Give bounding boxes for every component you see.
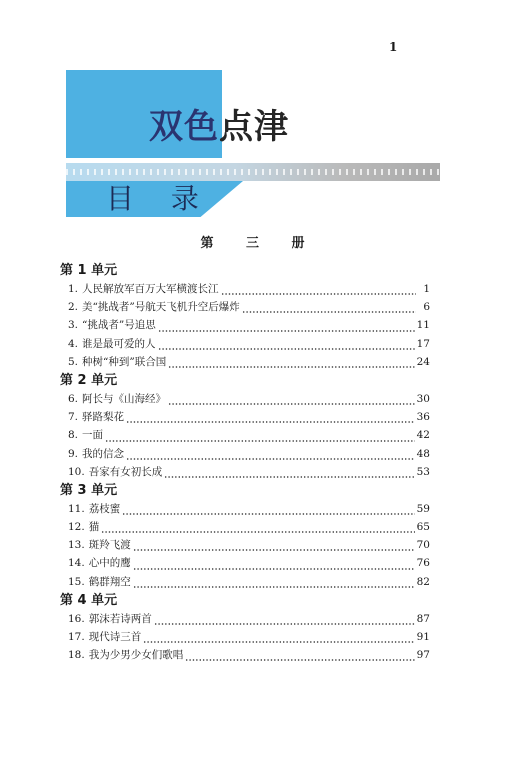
lesson-page-number: 53: [416, 465, 430, 478]
toc-entry: [60, 628, 430, 646]
dot-leader: [185, 659, 414, 664]
lesson-page-number: 70: [416, 539, 430, 552]
lesson-number: 8.: [68, 429, 79, 442]
lesson-title: 种树“种到”联合国: [82, 355, 167, 368]
lesson-number: 1.: [68, 283, 79, 295]
lesson-title: 鹤群翔空: [88, 575, 131, 588]
lesson-page-number: 36: [416, 411, 430, 424]
lesson-title: 我的信念: [82, 447, 125, 460]
lesson-title: 阿长与《山海经》: [82, 392, 167, 405]
dot-leader: [101, 531, 414, 536]
toc-entry: [60, 554, 430, 572]
toc-entry: [60, 426, 430, 444]
lesson-number: 7.: [68, 411, 79, 424]
lesson-number: 10.: [68, 465, 85, 478]
toc-entry: [60, 536, 430, 554]
lesson-number: 6.: [68, 392, 79, 405]
dot-leader: [133, 568, 415, 573]
dot-leader: [126, 458, 415, 463]
toc-entry: [60, 646, 430, 664]
toc-entry: [60, 408, 430, 426]
lesson-page-number: 97: [416, 649, 430, 662]
table-of-contents: [60, 261, 430, 664]
lesson-page-number: 24: [416, 355, 430, 368]
dot-leader: [168, 403, 415, 408]
lesson-number: 2.: [68, 301, 79, 314]
toc-entry: [60, 518, 430, 536]
toc-entry: [60, 390, 430, 408]
page-number: 1: [389, 40, 398, 54]
lesson-number: 12.: [68, 521, 85, 534]
lesson-title: 人民解放军百万大军横渡长江: [82, 283, 219, 295]
toc-entry: [60, 335, 430, 353]
unit-heading: 第 2 单元: [60, 372, 118, 388]
lesson-title: 猫: [88, 521, 100, 534]
lesson-number: 4.: [68, 337, 79, 350]
unit-heading: 第 4 单元: [60, 592, 118, 608]
lesson-number: 18.: [68, 649, 85, 662]
unit-heading: 第 1 单元: [60, 263, 118, 278]
toc-entry: [60, 280, 430, 298]
lesson-page-number: 87: [416, 612, 430, 625]
dot-leader: [105, 440, 415, 445]
lesson-page-number: 17: [416, 337, 430, 350]
dot-leader: [126, 421, 415, 426]
dot-leader: [133, 586, 415, 591]
toc-entry: [60, 573, 430, 591]
lesson-title: “挑战者”号追思: [82, 319, 156, 332]
volume-heading: 第 三 册: [200, 236, 319, 251]
dot-leader: [143, 641, 414, 646]
lesson-page-number: 59: [416, 502, 430, 515]
lesson-number: 11.: [68, 502, 85, 515]
book-title-part1: 双色: [149, 107, 219, 147]
book-title: [149, 107, 289, 147]
lesson-page-number: 82: [416, 575, 430, 588]
dot-leader: [168, 366, 414, 371]
lesson-page-number: 76: [416, 557, 430, 570]
band-texture: [66, 169, 440, 175]
lesson-number: 3.: [68, 319, 79, 332]
lesson-page-number: 91: [416, 631, 430, 643]
lesson-page-number: 6: [423, 301, 430, 314]
lesson-title: 我为少男少女们歌唱: [88, 649, 184, 662]
lesson-title: 郭沫若诗两首: [88, 612, 152, 625]
lesson-title: 吾家有女初长成: [88, 465, 163, 478]
lesson-page-number: 48: [416, 447, 430, 460]
lesson-title: 现代诗三首: [88, 631, 142, 643]
unit-heading: 第 3 单元: [60, 482, 118, 498]
dot-leader: [122, 513, 414, 518]
dot-leader: [158, 348, 415, 353]
lesson-page-number: 1: [423, 283, 430, 295]
lesson-number: 14.: [68, 557, 85, 570]
dot-leader: [133, 549, 415, 554]
lesson-page-number: 11: [416, 319, 430, 332]
lesson-number: 15.: [68, 575, 85, 588]
lesson-title: 心中的鹰: [88, 557, 131, 570]
toc-entry: [60, 610, 430, 628]
toc-entry: [60, 463, 430, 481]
dot-leader: [158, 330, 415, 335]
lesson-page-number: 30: [416, 392, 430, 405]
toc-entry: [60, 500, 430, 518]
lesson-number: 5.: [68, 355, 79, 368]
lesson-title: 美“挑战者”号航天飞机升空后爆炸: [82, 301, 240, 314]
toc-entry: [60, 298, 430, 316]
lesson-title: 斑羚飞渡: [88, 539, 131, 552]
lesson-title: 谁是最可爱的人: [82, 337, 156, 350]
toc-entry: [60, 353, 430, 371]
lesson-title: 驿路梨花: [82, 411, 125, 424]
lesson-number: 17.: [68, 631, 85, 643]
toc-entry: [60, 445, 430, 463]
dot-leader: [164, 476, 414, 481]
lesson-title: 荔枝蜜: [88, 502, 121, 515]
lesson-title: 一面: [82, 429, 104, 442]
decorative-band: [66, 163, 440, 181]
book-title-part2: 点津: [219, 107, 289, 147]
dot-leader: [154, 623, 415, 628]
dot-leader: [242, 311, 416, 316]
lesson-number: 16.: [68, 612, 85, 625]
lesson-number: 9.: [68, 447, 79, 460]
dot-leader: [221, 293, 416, 298]
toc-entry: [60, 316, 430, 334]
lesson-page-number: 42: [416, 429, 430, 442]
lesson-number: 13.: [68, 539, 85, 552]
contents-label: 目 录: [106, 182, 213, 215]
lesson-page-number: 65: [416, 521, 430, 534]
